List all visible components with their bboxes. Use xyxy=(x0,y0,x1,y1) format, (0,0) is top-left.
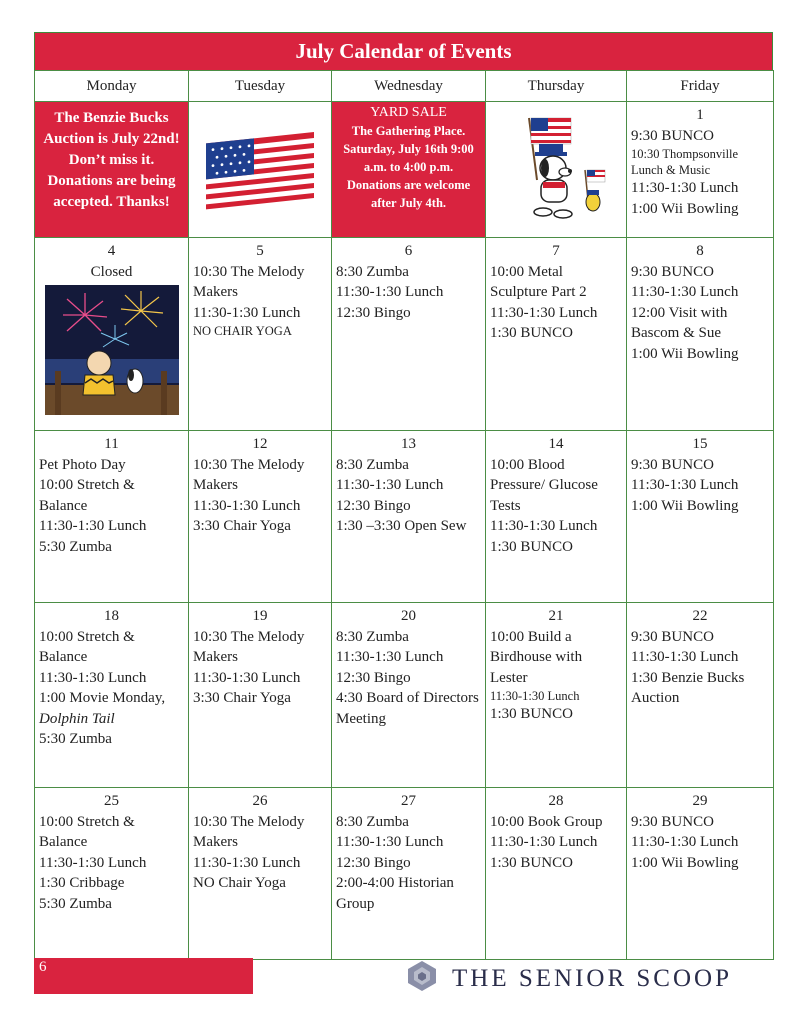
brand-name: THE SENIOR SCOOP xyxy=(452,964,732,992)
event-item: 10:00 Stretch & Balance xyxy=(39,477,135,514)
event-item: 2:00-4:00 Historian Group xyxy=(336,875,454,912)
day-cell-28 xyxy=(486,788,627,960)
day-cell-22 xyxy=(627,603,774,788)
event-item: 10:30 The Melody Makers xyxy=(193,628,305,665)
event-item: 1:00 Wii Bowling xyxy=(631,497,739,514)
event-item: 1:30 Cribbage xyxy=(39,875,125,891)
weekday-tuesday: Tuesday xyxy=(189,71,332,102)
page-number: 6 xyxy=(39,959,47,975)
event-item: 12:30 Bingo xyxy=(336,304,411,321)
event-item: 9:30 BUNCO xyxy=(631,813,714,830)
event-item: 1:30 BUNCO xyxy=(490,854,573,871)
weekday-header-row xyxy=(35,71,774,102)
auction-notice-cell xyxy=(35,102,189,238)
event-item: 10:00 Build a Birdhouse with Lester xyxy=(490,628,583,686)
day-number: 14 xyxy=(548,436,564,452)
event-item: 3:30 Chair Yoga xyxy=(193,518,291,534)
event-item: 11:30-1:30 Lunch xyxy=(336,477,444,493)
week-row-1 xyxy=(35,102,774,238)
event-item: 10:00 Stretch & Balance xyxy=(39,813,135,850)
senior-scoop-logo-icon xyxy=(402,959,442,998)
day-cell-14 xyxy=(486,431,627,603)
event-item: 1:30 Benzie Bucks Auction xyxy=(631,669,745,706)
day-cell-19 xyxy=(189,603,332,788)
event-item: Closed xyxy=(90,263,133,280)
week-row-4 xyxy=(35,603,774,788)
day-cell-1 xyxy=(627,102,774,238)
event-item: 11:30-1:30 Lunch xyxy=(193,669,301,686)
calendar-grid xyxy=(34,70,774,960)
day-number: 22 xyxy=(692,608,708,624)
weekday-friday: Friday xyxy=(627,71,774,102)
day-cell-7 xyxy=(486,238,627,431)
event-item: 11:30-1:30 Lunch xyxy=(193,497,301,514)
weekday-thursday: Thursday xyxy=(486,71,627,102)
event-item: 1:30 BUNCO xyxy=(490,325,573,341)
day-number: 18 xyxy=(104,608,119,624)
yard-sale-notice xyxy=(332,102,485,214)
day-number: 26 xyxy=(252,793,268,809)
day-number: 7 xyxy=(552,243,560,259)
event-item: 10:00 Book Group xyxy=(490,813,603,830)
day-number: 6 xyxy=(404,243,413,259)
event-item: 11:30-1:30 Lunch xyxy=(193,304,301,321)
day-number: 12 xyxy=(252,436,268,452)
event-item: 12:30 Bingo xyxy=(336,669,411,686)
event-item: 1:00 Movie Monday, xyxy=(39,690,166,706)
event-item: 8:30 Zumba xyxy=(336,628,409,645)
event-item: Pet Photo Day xyxy=(39,456,126,473)
day-cell-18 xyxy=(35,603,189,788)
day-cell-11 xyxy=(35,431,189,603)
flag-image-cell xyxy=(189,102,332,238)
day-number: 20 xyxy=(401,608,416,624)
auction-notice: The Benzie Bucks Auction is July 22nd! Don’t miss it. Donations are being accepted. Thanks! xyxy=(43,110,180,210)
event-item: 11:30-1:30 Lunch xyxy=(490,689,580,703)
day-cell-13 xyxy=(332,431,486,603)
day-number: 25 xyxy=(104,793,119,809)
event-item: 1:30 BUNCO xyxy=(490,538,573,555)
event-item: 11:30-1:30 Lunch xyxy=(631,834,739,850)
snoopy-flag-icon xyxy=(486,102,626,236)
event-item: 9:30 BUNCO xyxy=(631,456,714,473)
event-item: NO Chair Yoga xyxy=(193,875,286,891)
event-item: 5:30 Zumba xyxy=(39,538,112,555)
event-item: Dolphin Tail xyxy=(39,710,115,727)
event-item: 12:00 Visit with Bascom & Sue xyxy=(631,304,728,341)
day-number: 15 xyxy=(692,436,708,452)
event-item: 8:30 Zumba xyxy=(336,456,409,473)
footer-bar xyxy=(34,958,253,994)
event-item: 10:00 Blood Pressure/ Glucose Tests xyxy=(490,456,598,514)
event-item: 11:30-1:30 Lunch xyxy=(490,304,598,321)
event-item: 5:30 Zumba xyxy=(39,731,112,747)
event-item: 11:30-1:30 Lunch xyxy=(490,834,598,850)
day-number: 4 xyxy=(107,243,116,259)
event-item: 11:30-1:30 Lunch xyxy=(336,284,444,300)
yard-sale-heading: YARD SALE xyxy=(370,105,447,120)
event-item: 9:30 BUNCO xyxy=(631,628,714,645)
day-number: 21 xyxy=(548,608,564,624)
event-item: 12:30 Bingo xyxy=(336,497,411,514)
event-item: 10:30 The Melody Makers xyxy=(193,456,305,493)
day-cell-15 xyxy=(627,431,774,603)
day-number: 28 xyxy=(548,793,564,809)
event-item: 11:30-1:30 Lunch xyxy=(39,854,147,871)
day-cell-8 xyxy=(627,238,774,431)
event-item: 1:00 Wii Bowling xyxy=(631,345,739,362)
day-number: 8 xyxy=(696,243,704,259)
yard-sale-cell xyxy=(332,102,486,238)
day-cell-4 xyxy=(35,238,189,431)
week-row-2 xyxy=(35,238,774,431)
day-cell-6 xyxy=(332,238,486,431)
event-item: 1:30 BUNCO xyxy=(490,706,573,722)
day-number: 19 xyxy=(252,608,268,624)
calendar-title: July Calendar of Events xyxy=(34,32,773,70)
event-item: 9:30 BUNCO xyxy=(631,127,714,144)
event-item: 10:30 The Melody Makers xyxy=(193,263,305,300)
event-item: 11:30-1:30 Lunch xyxy=(336,649,444,665)
snoopy-image-cell xyxy=(486,102,627,238)
day-cell-5 xyxy=(189,238,332,431)
event-item: 9:30 BUNCO xyxy=(631,263,714,280)
event-item: 10:30 Thompsonville Lunch & Music xyxy=(631,147,739,177)
day-cell-20 xyxy=(332,603,486,788)
day-number: 5 xyxy=(256,243,264,259)
brand xyxy=(402,959,732,998)
day-cell-21 xyxy=(486,603,627,788)
event-item: 1:00 Wii Bowling xyxy=(631,854,739,871)
day-number: 27 xyxy=(401,793,416,809)
event-item: 4:30 Board of Directors Meeting xyxy=(336,690,479,727)
fireworks-charlie-brown-icon xyxy=(45,285,184,422)
day-cell-26 xyxy=(189,788,332,960)
event-item: 11:30-1:30 Lunch xyxy=(39,669,147,686)
weekday-wednesday: Wednesday xyxy=(332,71,486,102)
event-item: 11:30-1:30 Lunch xyxy=(336,834,444,850)
day-cell-12 xyxy=(189,431,332,603)
week-row-5 xyxy=(35,788,774,960)
event-item: 11:30-1:30 Lunch xyxy=(193,854,301,871)
event-item: 11:30-1:30 Lunch xyxy=(631,284,739,300)
event-item: 11:30-1:30 Lunch xyxy=(631,180,739,196)
weekday-monday: Monday xyxy=(35,71,189,102)
day-number: 11 xyxy=(104,436,119,452)
event-item: 10:00 Stretch & Balance xyxy=(39,628,135,665)
day-number: 13 xyxy=(401,436,416,452)
day-number: 1 xyxy=(696,107,704,123)
event-item: 1:30 –3:30 Open Sew xyxy=(336,518,467,534)
day-cell-25 xyxy=(35,788,189,960)
event-item: 3:30 Chair Yoga xyxy=(193,690,291,706)
event-item: 8:30 Zumba xyxy=(336,813,409,830)
day-number: 29 xyxy=(692,793,708,809)
event-item: 11:30-1:30 Lunch xyxy=(631,649,739,665)
event-item: 10:00 Metal Sculpture Part 2 xyxy=(490,263,587,300)
american-flag-icon xyxy=(189,102,331,236)
yard-sale-text: The Gathering Place. Saturday, July 16th 9:00 a.m. to 4:00 p.m. Donations are welcome after July 4th. xyxy=(343,124,474,210)
event-item: 11:30-1:30 Lunch xyxy=(631,477,739,493)
event-item: 5:30 Zumba xyxy=(39,895,112,912)
event-item: 1:00 Wii Bowling xyxy=(631,200,739,217)
calendar xyxy=(34,32,773,960)
event-item: 11:30-1:30 Lunch xyxy=(490,518,598,534)
event-item: 11:30-1:30 Lunch xyxy=(39,518,147,534)
event-item: NO CHAIR YOGA xyxy=(193,324,292,338)
event-item: 8:30 Zumba xyxy=(336,263,409,280)
event-item: 10:30 The Melody Makers xyxy=(193,813,305,850)
event-item: 12:30 Bingo xyxy=(336,854,411,871)
day-cell-29 xyxy=(627,788,774,960)
week-row-3 xyxy=(35,431,774,603)
day-cell-27 xyxy=(332,788,486,960)
